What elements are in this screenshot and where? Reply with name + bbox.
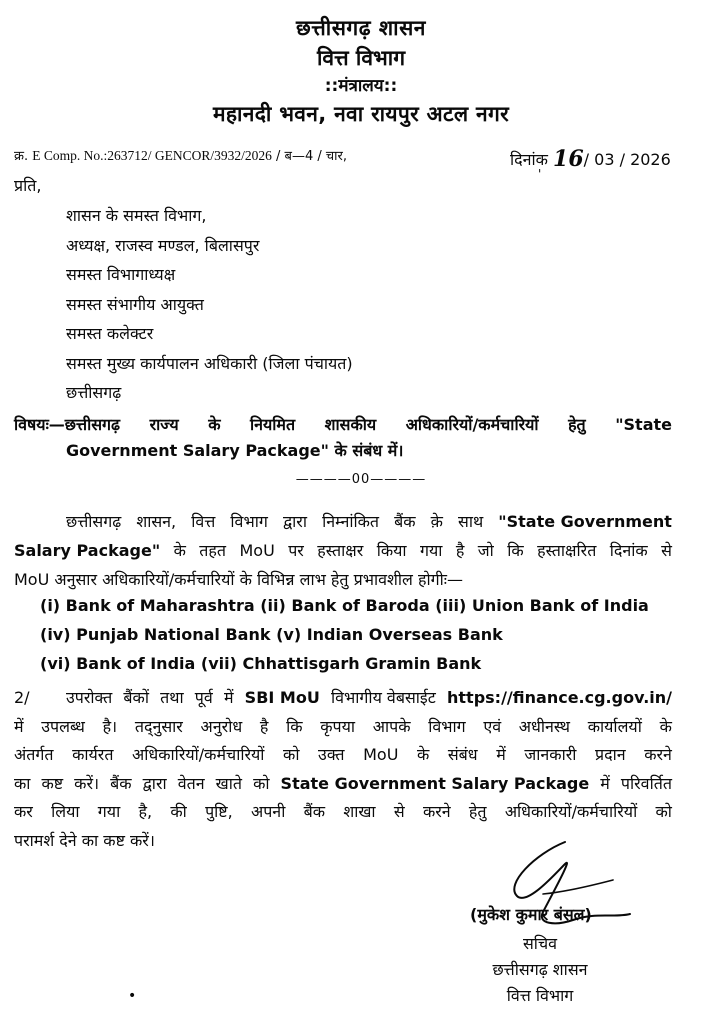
word: करने — [644, 745, 672, 764]
recipient-item: समस्त मुख्य कार्यपालन अधिकारी (जिला पंचायत) — [66, 353, 353, 373]
word: है — [455, 541, 465, 560]
word: किया — [376, 541, 407, 560]
paragraph-1-line-1 — [14, 507, 672, 536]
header-government: छत्तीसगढ़ शासन — [296, 16, 426, 40]
bank-list-item: (iv) Punjab National Bank (v) Indian Overseas Bank — [40, 625, 503, 644]
subject-line-2: Government Salary Package" के संबंध में। — [66, 441, 404, 460]
recipient-item: समस्त कलेक्टर — [66, 324, 154, 343]
salutation-to: प्रति, — [14, 176, 42, 195]
signatory-name: (मुकेश कुमार बंसल) — [470, 905, 592, 924]
separator: ————00———— — [295, 472, 427, 487]
word: जो — [477, 541, 494, 560]
signatory-government: छत्तीसगढ़ शासन — [492, 960, 588, 979]
reference-number — [14, 146, 347, 164]
word: दिनांक — [609, 541, 648, 560]
word: करने — [422, 802, 451, 821]
word: बैंक — [303, 802, 326, 821]
paragraph-2-line-1-words — [66, 684, 672, 713]
word: राज्य — [149, 415, 179, 434]
word: उपलब्ध — [41, 716, 85, 736]
word: द्वारा — [282, 512, 307, 531]
word: बैंक — [110, 773, 132, 793]
word: है — [259, 716, 269, 736]
word: करें। — [74, 773, 100, 793]
paragraph-2-line-5 — [14, 798, 672, 827]
word: नियमित — [249, 415, 296, 434]
word: हस्ताक्षरित — [537, 541, 597, 560]
stray-dot: • — [128, 988, 137, 1004]
word: हेतु — [468, 802, 487, 821]
recipient-item: छत्तीसगढ़ — [66, 383, 122, 402]
word: द्वारा — [142, 773, 167, 793]
word: कार्यरत — [72, 745, 114, 764]
word: अधिकारियों/कर्मचारियों — [405, 415, 539, 434]
word: प्रदान — [595, 745, 626, 764]
word: की — [170, 802, 187, 821]
word: "State — [615, 415, 672, 434]
recipient-list — [66, 206, 353, 413]
word: तहत — [199, 541, 227, 560]
word: विषयः—छत्तीसगढ़ — [14, 415, 121, 434]
word: में — [14, 716, 24, 736]
signatory-department: वित्त विभाग — [506, 986, 574, 1005]
word: अधिकारियों/कर्मचारियों — [504, 802, 638, 821]
word: एवं — [483, 716, 502, 736]
word: है। — [102, 716, 118, 736]
word: https://finance.cg.gov.in/ — [447, 688, 672, 707]
word: कि — [286, 716, 303, 736]
word: अनुरोध — [200, 716, 243, 736]
paragraph-2-line-2 — [14, 713, 672, 742]
paragraph-2-line-4 — [14, 770, 672, 799]
word: को — [283, 745, 300, 764]
word: शासन, — [136, 512, 177, 531]
word: बैंकों — [123, 688, 149, 707]
word: में — [600, 773, 610, 793]
paragraph-2-line-1 — [14, 684, 672, 713]
word: कार्यालयों — [587, 716, 642, 736]
recipient-item: समस्त संभागीय आयुक्त — [66, 294, 204, 314]
date-label: दिनांक — [510, 150, 548, 169]
word: MoU — [363, 745, 399, 764]
word: विभाग — [428, 716, 466, 736]
word: तद्नुसार — [134, 716, 183, 736]
word: के — [173, 541, 186, 560]
word: में — [223, 688, 234, 707]
word: कर — [14, 802, 33, 821]
letter-date — [510, 145, 671, 171]
header-address: महानदी भवन, नवा रायपुर अटल नगर — [213, 102, 509, 126]
word: कष्ट — [41, 773, 64, 793]
bank-list-item: (vi) Bank of India (vii) Chhattisgarh Gramin Bank — [40, 654, 482, 673]
word: से — [661, 541, 672, 560]
word: के — [659, 716, 672, 736]
date-day: 16 — [553, 146, 584, 172]
word: विभागीय वेबसाईट — [330, 688, 436, 707]
word: लिया — [51, 802, 80, 821]
word: क़े — [430, 512, 443, 531]
subject-block — [14, 412, 672, 464]
paragraph-1-line-2 — [14, 536, 672, 565]
paragraph-2-line-6: परामर्श देने का कष्ट करें। — [14, 830, 155, 850]
reference-prefix: क्र. — [14, 149, 29, 164]
paragraph-2 — [14, 684, 672, 855]
word: के — [416, 745, 430, 764]
word: हस्ताक्षर — [317, 541, 364, 560]
word: MoU — [239, 541, 275, 560]
word: गया — [419, 541, 443, 560]
reference-code: E Comp. No.:263712/ GENCOR/3932/2026 — [32, 148, 272, 163]
word: के — [208, 415, 221, 434]
word: आपके — [372, 716, 411, 736]
bank-list — [40, 591, 649, 678]
word: अंतर्गत — [14, 745, 54, 764]
recipient-item: शासन के समस्त विभाग, — [66, 206, 207, 225]
word: वेतन — [177, 773, 205, 793]
word: हेतु — [568, 415, 586, 434]
word: अधिकारियों/कर्मचारियों — [132, 745, 265, 764]
reference-suffix: / ब—4 / चार, — [276, 149, 347, 164]
word: संबंध — [447, 745, 478, 764]
bank-list-item: (i) Bank of Maharashtra (ii) Bank of Baroda (iii) Union Bank of India — [40, 596, 649, 615]
word: अपनी — [251, 802, 286, 821]
word: कि — [507, 541, 524, 560]
date-rest: / 03 / 2026 — [583, 150, 671, 169]
header-department: वित्त विभाग — [316, 46, 406, 70]
word: शासकीय — [324, 415, 377, 434]
word: में — [496, 745, 506, 764]
word: उपरोक्त — [66, 688, 113, 707]
recipient-item: अध्यक्ष, राजस्व मण्डल, बिलासपुर — [66, 235, 260, 255]
word: तथा — [160, 688, 184, 707]
word: को — [253, 773, 270, 793]
word: पर — [288, 541, 304, 560]
header-ministry: ::मंत्रालय:: — [324, 76, 398, 96]
word: को — [655, 802, 672, 821]
paragraph-1-line-3: MoU अनुसार अधिकारियों/कर्मचारियों के विभिन्न लाभ हेतु प्रभावशील होगीः— — [14, 570, 463, 589]
date-mark: ' — [538, 167, 542, 181]
word: विभाग — [230, 512, 268, 531]
word: बैंक — [394, 512, 416, 531]
word: अधीनस्थ — [518, 716, 571, 736]
word: साथ — [458, 512, 484, 531]
word: परिवर्तित — [620, 773, 672, 793]
word: से — [393, 802, 405, 821]
word: गया — [97, 802, 121, 821]
word: छत्तीसगढ़ — [66, 512, 122, 531]
word: खाते — [215, 773, 243, 793]
word: पुष्टि, — [205, 802, 233, 821]
word: पूर्व — [194, 688, 213, 707]
paragraph-1 — [14, 507, 672, 594]
word: वित्त — [191, 512, 216, 531]
word: है, — [138, 802, 153, 821]
paragraph-number: 2/ — [14, 688, 30, 707]
word: का — [14, 773, 31, 793]
word: Salary Package" — [14, 541, 161, 560]
word: "State Government — [498, 512, 672, 531]
word: जानकारी — [524, 745, 577, 764]
subject-line-1 — [14, 412, 672, 438]
paragraph-2-line-3 — [14, 741, 672, 770]
word: State Government Salary Package — [280, 773, 590, 793]
word: निम्नांकित — [322, 512, 380, 531]
signatory-designation: सचिव — [522, 934, 558, 953]
word: कृपया — [320, 716, 356, 736]
word: उक्त — [318, 745, 345, 764]
recipient-item: समस्त विभागाध्यक्ष — [66, 265, 176, 284]
word: शाखा — [343, 802, 376, 821]
word: SBI MoU — [244, 688, 320, 707]
